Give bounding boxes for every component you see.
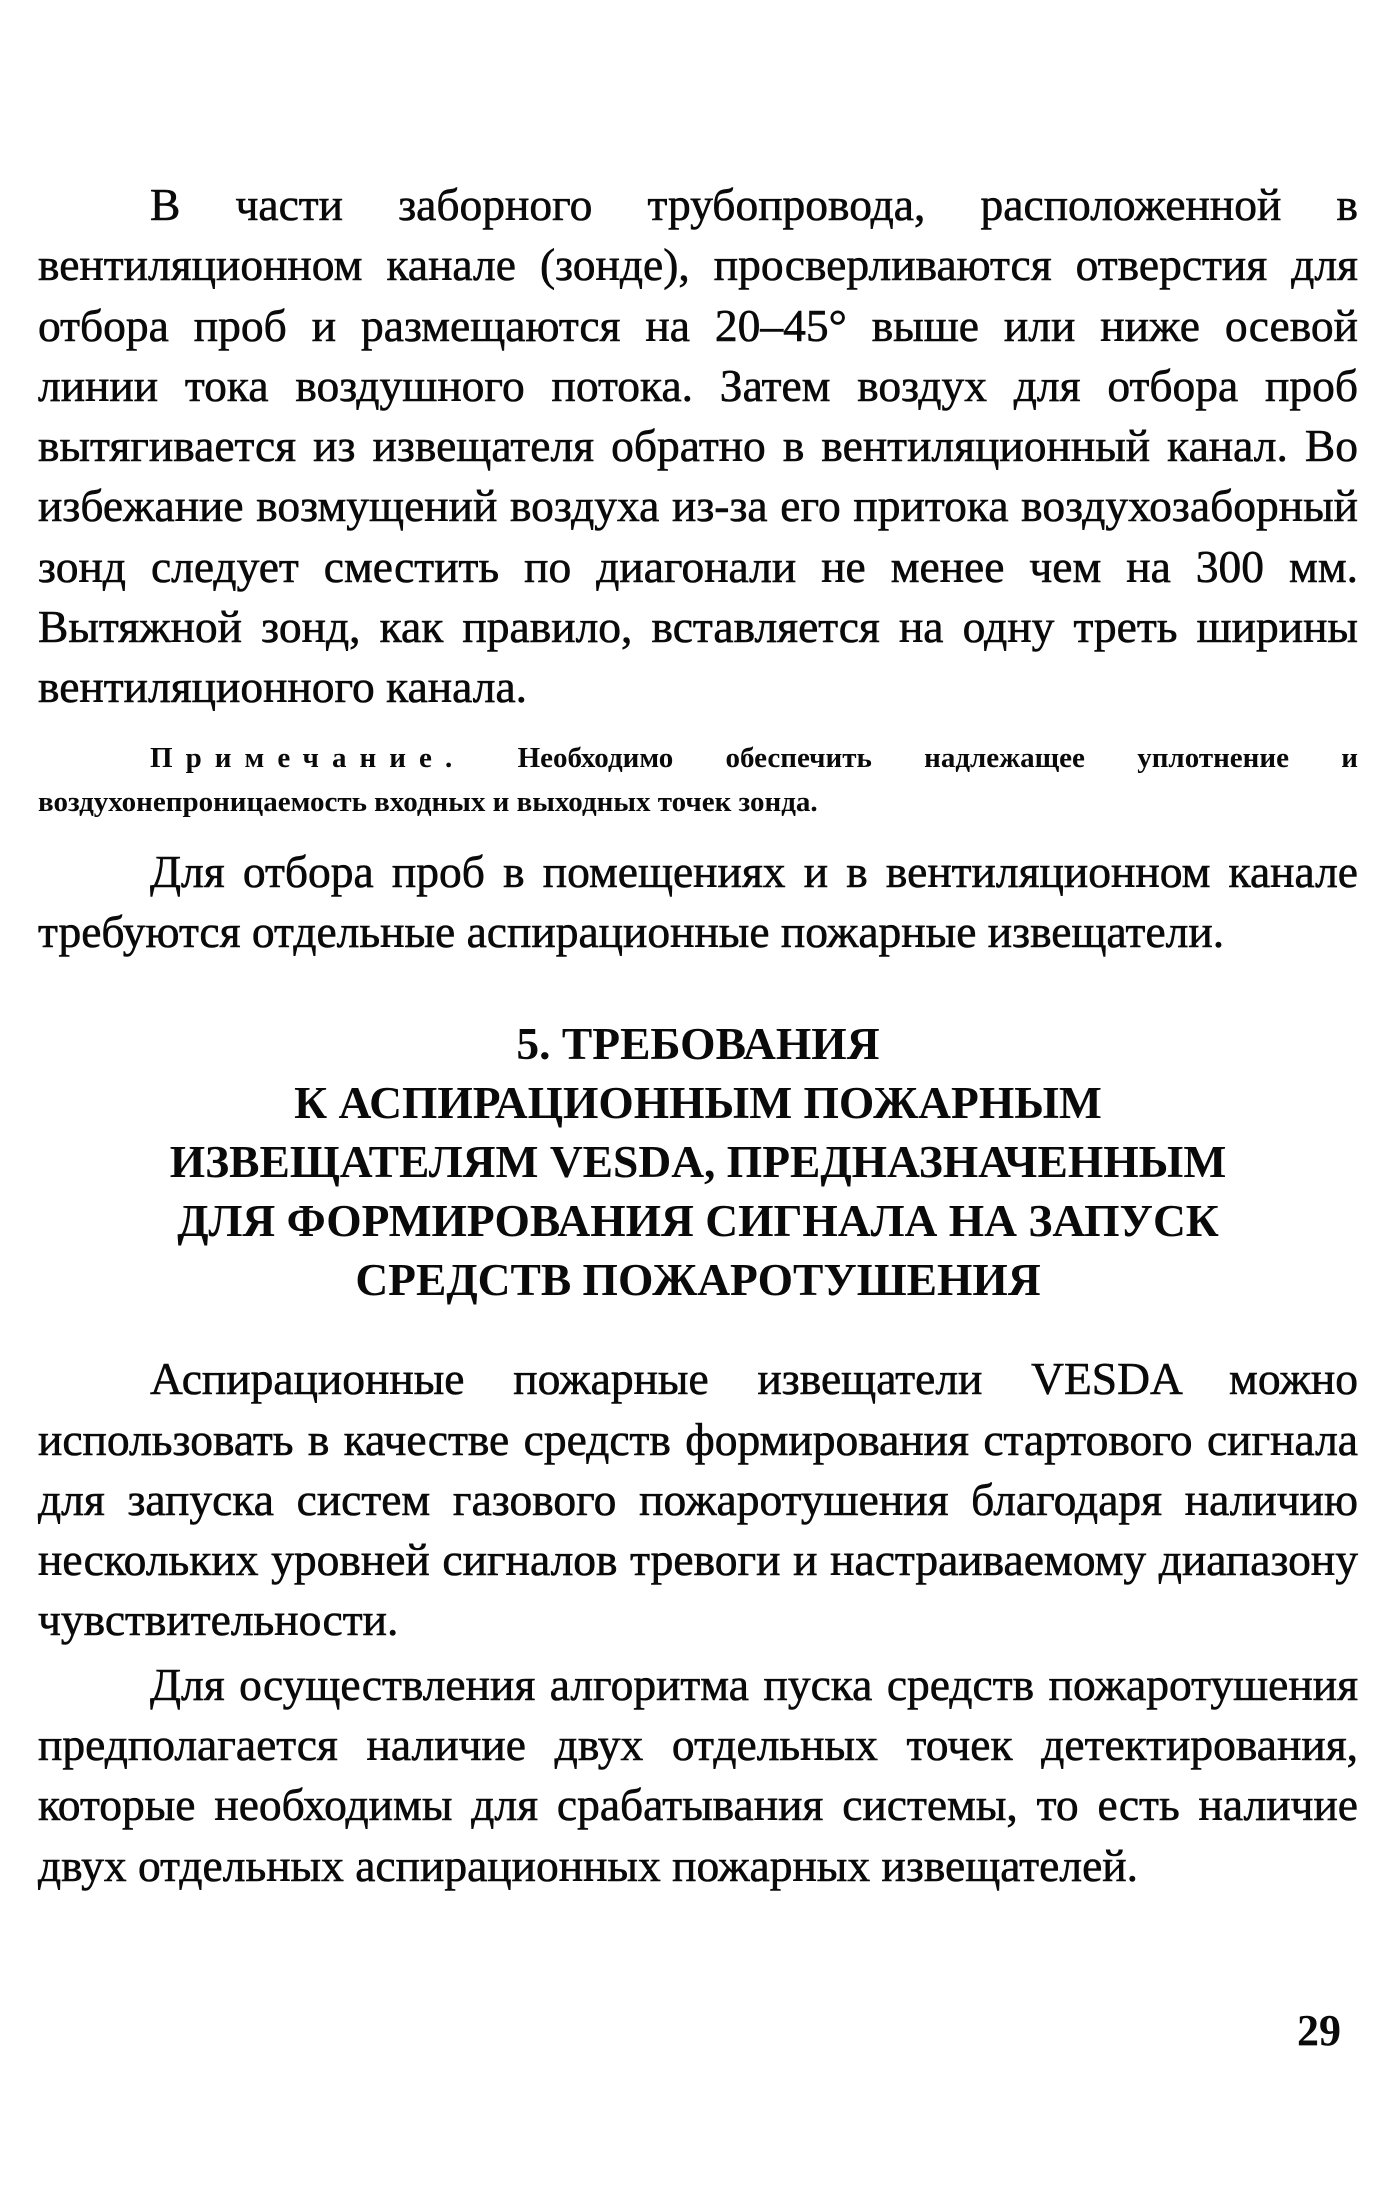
section-heading xyxy=(38,1014,1358,1309)
page-number: 29 xyxy=(1297,2006,1341,2055)
note xyxy=(38,736,1358,824)
note-label: Примечание. xyxy=(150,741,466,774)
note-text: Необходимо обеспечить надлежащее уплотнение и воздухонепроницаемость входных и выходных точек зонда. xyxy=(38,741,1358,818)
paragraph-detection-points: Для осуществления алгоритма пуска средств пожаротушения предполагается наличие двух отдельных точек детектирования, которые необходимы для срабатывания системы, то есть наличие двух отдельных аспирационных пожарных извещателей. xyxy=(38,1658,1358,1891)
paragraph-vesda-usage: Аспирационные пожарные извещатели VESDA можно использовать в качестве средств формирования стартового сигнала для запуска систем газового пожаротушения благодаря наличию нескольких уровней сигналов тревоги и настраиваемому диапазону чувствительности. xyxy=(38,1353,1358,1646)
paragraph-sampling-pipe: В части заборного трубопровода, расположенной в вентиляционном канале (зонде), просверливаются отверстия для отбора проб и размещаются на 20–45° выше или ниже осевой линии тока воздушного потока. Затем воздух для отбора проб вытягивается из извещателя обратно в вентиляционный канал. Во избежание возмущений воздуха из-за его притока воздухозаборный зонд следует сместить по диагонали не менее чем на 300 мм. Вытяжной зонд, как правило, вставляется на одну треть ширины вентиляционного канала. xyxy=(38,179,1358,713)
heading-line-1: 5. ТРЕБОВАНИЯ xyxy=(516,1018,880,1070)
paragraph-separate-detectors: Для отбора проб в помещениях и в вентиляционном канале требуются отдельные аспирационные пожарные извещатели. xyxy=(38,845,1358,957)
heading-line-4: ДЛЯ ФОРМИРОВАНИЯ СИГНАЛА НА ЗАПУСК xyxy=(177,1195,1219,1247)
heading-line-3: ИЗВЕЩАТЕЛЯМ VESDA, ПРЕДНАЗНАЧЕННЫМ xyxy=(169,1136,1227,1188)
heading-line-2: К АСПИРАЦИОННЫМ ПОЖАРНЫМ xyxy=(294,1077,1102,1129)
heading-line-5: СРЕДСТВ ПОЖАРОТУШЕНИЯ xyxy=(355,1254,1041,1306)
page-content xyxy=(38,175,1358,1896)
